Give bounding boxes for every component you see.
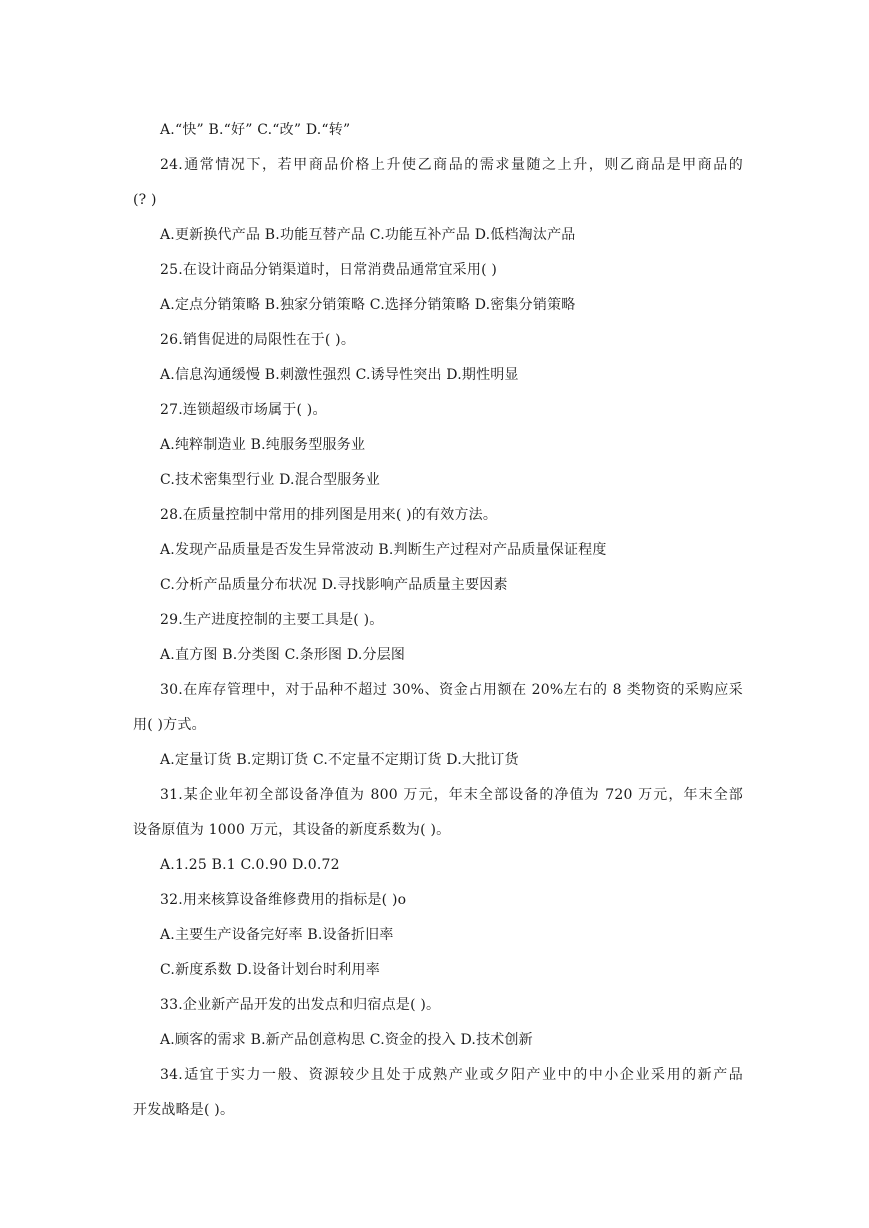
options-24: A.更新换代产品 B.功能互替产品 C.功能互补产品 D.低档淘汰产品 [160,227,576,243]
options-28-a-b: A.发现产品质量是否发生异常波动 B.判断生产过程对产品质量保证程度 [160,542,607,558]
options-33: A.顾客的需求 B.新产品创意构思 C.资金的投入 D.技术创新 [160,1032,533,1048]
options-25: A.定点分销策略 B.独家分销策略 C.选择分销策略 D.密集分销策略 [160,297,576,313]
options-26: A.信息沟通缓慢 B.刺激性强烈 C.诱导性突出 D.期性明显 [160,367,519,383]
question-28: 28.在质量控制中常用的排列图是用来( )的有效方法。 [160,507,498,523]
options-27-c-d: C.技术密集型行业 D.混合型服务业 [160,472,380,488]
question-33: 33.企业新产品开发的出发点和归宿点是( )。 [160,997,441,1013]
question-31: 31.某企业年初全部设备净值为 800 万元，年末全部设备的净值为 720 万元，年末全部 [160,787,743,803]
question-24: 24.通常情况下，若甲商品价格上升使乙商品的需求量随之上升，则乙商品是甲商品的 [160,157,743,173]
text-line: (? ) [133,192,157,208]
options-30: A.定量订货 B.定期订货 C.不定量不定期订货 D.大批订货 [160,752,519,768]
question-34: 34.适宜于实力一般、资源较少且处于成熟产业或夕阳产业中的中小企业采用的新产品 [160,1067,743,1083]
question-30: 30.在库存管理中，对于品种不超过 30%、资金占用额在 20%左右的 8 类物资的采购应采 [160,682,743,698]
options-28-c-d: C.分析产品质量分布状况 D.寻找影响产品质量主要因素 [160,577,508,593]
question-29: 29.生产进度控制的主要工具是( )。 [160,612,384,628]
options-31: A.1.25 B.1 C.0.90 D.0.72 [160,857,340,873]
text-line: 用( )方式。 [133,717,206,733]
question-27: 27.连锁超级市场属于( )。 [160,402,327,418]
question-25: 25.在设计商品分销渠道时，日常消费品通常宜采用( ) [160,262,498,278]
text-line: A.“快” B.“好” C.“改” D.“转” [160,122,351,138]
options-32-a-b: A.主要生产设备完好率 B.设备折旧率 [160,927,394,943]
text-line: 设备原值为 1000 万元，其设备的新度系数为( )。 [133,822,451,838]
options-29: A.直方图 B.分类图 C.条形图 D.分层图 [160,647,406,663]
options-27-a-b: A.纯粹制造业 B.纯服务型服务业 [160,437,366,453]
text-line: 开发战略是( )。 [133,1102,235,1118]
document-body [133,113,743,1128]
question-26: 26.销售促进的局限性在于( )。 [160,332,356,348]
question-32: 32.用来核算设备维修费用的指标是( )o [160,892,407,908]
options-32-c-d: C.新度系数 D.设备计划台时利用率 [160,962,380,978]
